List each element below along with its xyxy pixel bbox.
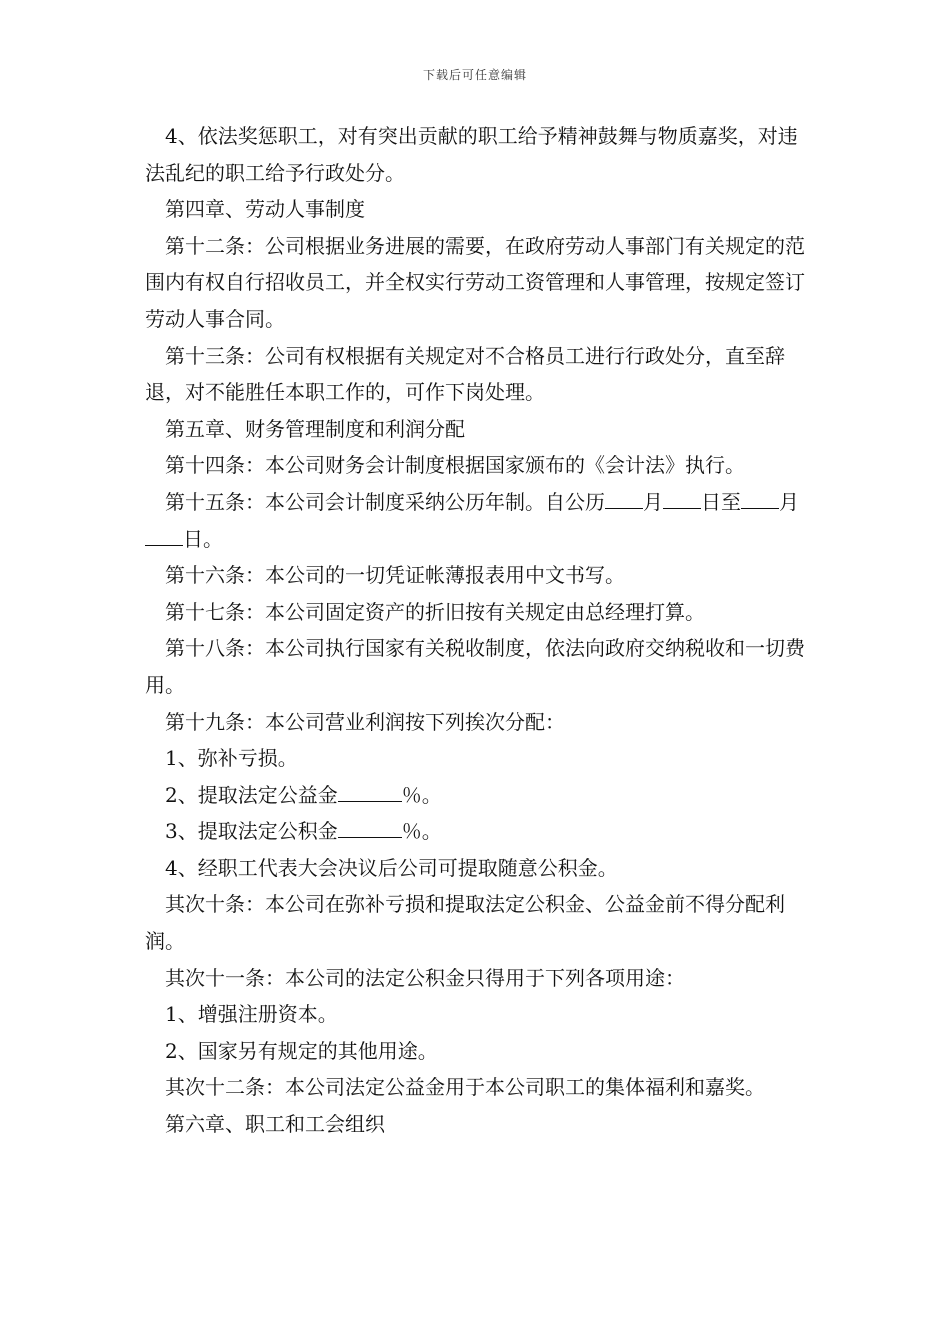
article-12: 第十二条：公司根据业务进展的需要，在政府劳动人事部门有关规定的范围内有权自行招收员工，并全权实行劳动工资管理和人事管理，按规定签订劳动人事合同。: [145, 233, 805, 331]
document-body: [145, 118, 817, 1143]
article-14: 第十四条：本公司财务会计制度根据国家颁布的《会计法》执行。: [165, 453, 745, 478]
list-item-3-text: 3、提取法定公积金: [165, 819, 338, 844]
article-15-part-e: 日。: [183, 526, 223, 551]
article-18: 第十八条：本公司执行国家有关税收制度，依法向政府交纳税收和一切费用。: [145, 636, 805, 697]
article-15-part-a: 第十五条：本公司会计制度采纳公历年制。自公历: [165, 489, 605, 514]
list-item-1: 1、弥补亏损。: [165, 746, 298, 771]
article-21-item-1: 1、增强注册资本。: [165, 1002, 338, 1027]
article-19: 第十九条：本公司营业利润按下列挨次分配：: [165, 709, 565, 734]
chapter-5-heading: 第五章、财务管理制度和利润分配: [165, 416, 465, 441]
fill-blank: [741, 488, 779, 509]
article-15-part-d: 月: [779, 489, 799, 514]
article-15-part-b: 月: [643, 489, 663, 514]
fill-blank: [605, 488, 643, 509]
article-20: 其次十条：本公司在弥补亏损和提取法定公积金、公益金前不得分配利润。: [145, 892, 785, 954]
chapter-6-heading: 第六章、职工和工会组织: [165, 1112, 385, 1137]
article-13: 第十三条：公司有权根据有关规定对不合格员工进行行政处分，直至辞退，对不能胜任本职工作的，可作下岗处理。: [145, 343, 785, 405]
paragraph-item-4-rewards: 4、依法奖惩职工，对有突出贡献的职工给予精神鼓舞与物质嘉奖，对违法乱纪的职工给予行政处分。: [145, 124, 798, 185]
fill-blank: [663, 488, 701, 509]
article-15-part-c: 日至: [701, 489, 741, 514]
article-16: 第十六条：本公司的一切凭证帐薄报表用中文书写。: [165, 563, 625, 588]
article-22: 其次十二条：本公司法定公益金用于本公司职工的集体福利和嘉奖。: [165, 1075, 765, 1100]
list-item-2-suffix: ％。: [401, 782, 442, 807]
list-item-3: [145, 813, 817, 850]
page-header: 下载后可任意编辑: [422, 68, 527, 82]
list-item-3-suffix: ％。: [401, 819, 442, 844]
article-15: [145, 484, 817, 557]
article-17: 第十七条：本公司固定资产的折旧按有关规定由总经理打算。: [165, 599, 705, 624]
list-item-2: [145, 777, 817, 814]
fill-blank: [338, 817, 402, 838]
article-21: 其次十一条：本公司的法定公积金只得用于下列各项用途：: [165, 965, 685, 990]
fill-blank: [145, 525, 183, 546]
article-21-item-2: 2、国家另有规定的其他用途。: [165, 1038, 438, 1063]
fill-blank: [338, 781, 402, 802]
list-item-2-text: 2、提取法定公益金: [165, 782, 338, 807]
chapter-4-heading: 第四章、劳动人事制度: [165, 197, 365, 222]
list-item-4: 4、经职工代表大会决议后公司可提取随意公积金。: [165, 855, 618, 880]
